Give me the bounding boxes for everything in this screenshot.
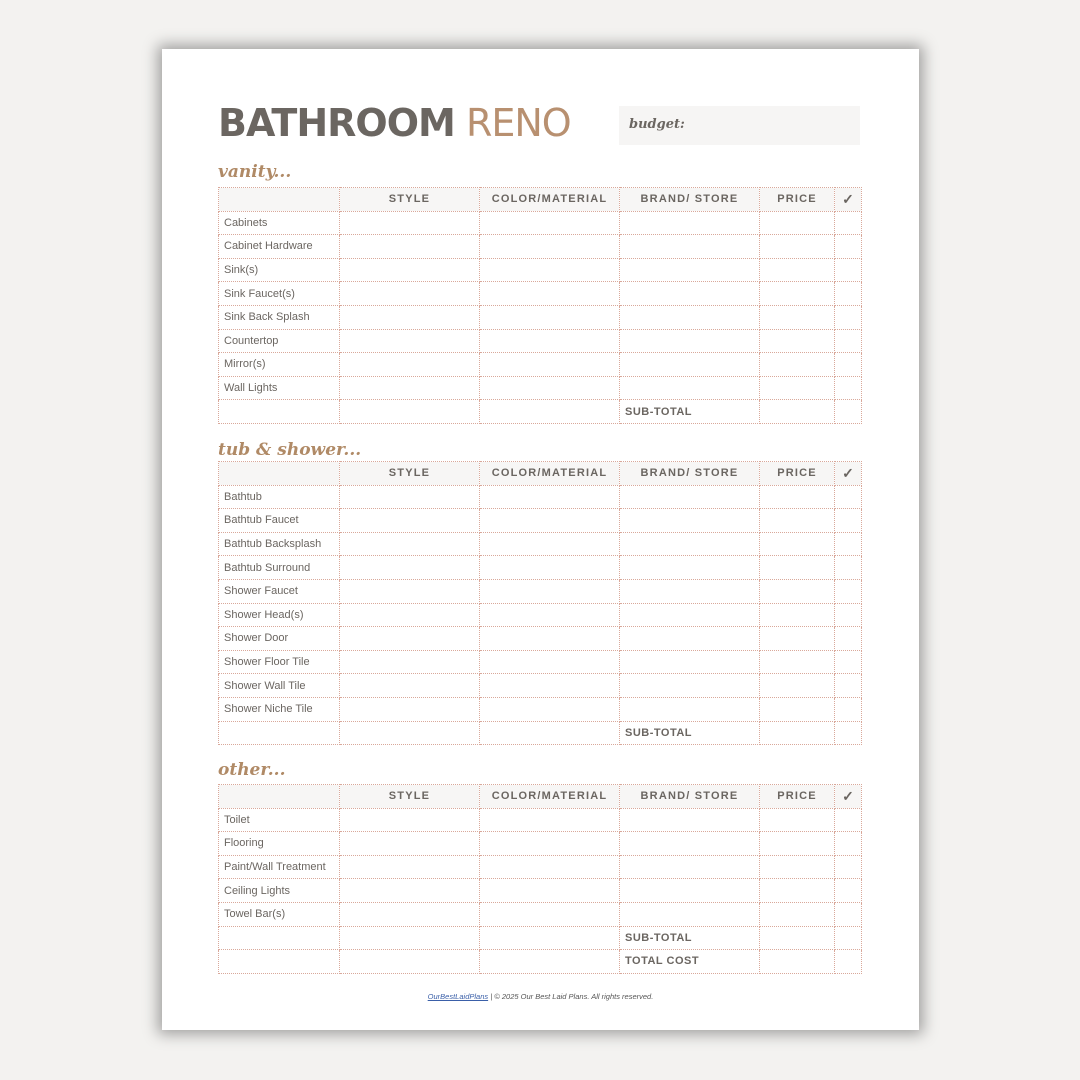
entry-cell[interactable] <box>760 579 835 603</box>
entry-cell[interactable] <box>760 832 835 856</box>
entry-cell[interactable] <box>340 282 480 306</box>
entry-cell[interactable] <box>340 509 480 533</box>
table-row <box>219 808 862 832</box>
check-column-header: ✓ <box>835 188 862 212</box>
check-column-header: ✓ <box>835 785 862 809</box>
item-label: Sink Faucet(s) <box>219 282 340 306</box>
entry-cell[interactable] <box>760 603 835 627</box>
check-cell[interactable] <box>835 902 862 926</box>
entry-cell[interactable] <box>480 509 620 533</box>
entry-cell[interactable] <box>620 603 760 627</box>
table-row <box>219 235 862 259</box>
entry-cell[interactable] <box>760 258 835 282</box>
check-cell[interactable] <box>835 329 862 353</box>
header-blank-cell <box>219 462 340 486</box>
entry-cell[interactable] <box>620 556 760 580</box>
item-label: Cabinets <box>219 211 340 235</box>
item-label: Shower Head(s) <box>219 603 340 627</box>
check-cell[interactable] <box>835 879 862 903</box>
entry-cell[interactable] <box>340 697 480 721</box>
entry-cell[interactable] <box>760 305 835 329</box>
check-cell[interactable] <box>835 211 862 235</box>
entry-cell[interactable] <box>760 235 835 259</box>
item-label: Shower Wall Tile <box>219 674 340 698</box>
total-value-cell[interactable] <box>760 950 835 974</box>
header-blank-cell <box>219 785 340 809</box>
table-row <box>219 832 862 856</box>
entry-cell[interactable] <box>620 211 760 235</box>
empty-cell <box>340 926 480 950</box>
table-row <box>219 674 862 698</box>
table-row <box>219 211 862 235</box>
entry-cell[interactable] <box>340 879 480 903</box>
empty-cell <box>480 950 620 974</box>
entry-cell[interactable] <box>620 879 760 903</box>
check-cell[interactable] <box>835 674 862 698</box>
check-cell[interactable] <box>835 353 862 377</box>
entry-cell[interactable] <box>480 353 620 377</box>
section-title: other... <box>218 760 286 780</box>
check-cell[interactable] <box>835 579 862 603</box>
table-row <box>219 627 862 651</box>
entry-cell[interactable] <box>760 509 835 533</box>
entry-cell[interactable] <box>760 532 835 556</box>
item-label: Bathtub <box>219 485 340 509</box>
check-cell[interactable] <box>835 603 862 627</box>
entry-cell[interactable] <box>760 485 835 509</box>
item-label: Flooring <box>219 832 340 856</box>
footer-text: | © 2025 Our Best Laid Plans. All rights reserved. <box>488 992 654 1001</box>
entry-cell[interactable] <box>340 650 480 674</box>
entry-cell[interactable] <box>620 902 760 926</box>
empty-cell <box>340 950 480 974</box>
entry-cell[interactable] <box>340 674 480 698</box>
entry-cell[interactable] <box>760 627 835 651</box>
entry-cell[interactable] <box>620 258 760 282</box>
entry-cell[interactable] <box>480 808 620 832</box>
entry-cell[interactable] <box>340 485 480 509</box>
entry-cell[interactable] <box>760 376 835 400</box>
footer <box>162 992 919 1001</box>
table-row <box>219 485 862 509</box>
page-title <box>218 101 571 145</box>
check-cell[interactable] <box>835 485 862 509</box>
entry-cell[interactable] <box>620 532 760 556</box>
entry-cell[interactable] <box>760 556 835 580</box>
check-cell[interactable] <box>835 305 862 329</box>
entry-cell[interactable] <box>340 832 480 856</box>
entry-cell[interactable] <box>760 902 835 926</box>
table-row <box>219 376 862 400</box>
table-row <box>219 282 862 306</box>
entry-cell[interactable] <box>480 235 620 259</box>
entry-cell[interactable] <box>340 902 480 926</box>
empty-cell <box>219 400 340 424</box>
entry-cell[interactable] <box>760 282 835 306</box>
budget-field[interactable] <box>619 106 860 145</box>
table-row <box>219 603 862 627</box>
entry-cell[interactable] <box>480 258 620 282</box>
total-row <box>219 950 862 974</box>
entry-cell[interactable] <box>760 674 835 698</box>
total-value-cell[interactable] <box>760 926 835 950</box>
entry-cell[interactable] <box>480 832 620 856</box>
check-column-header: ✓ <box>835 462 862 486</box>
check-cell[interactable] <box>835 627 862 651</box>
check-cell[interactable] <box>835 697 862 721</box>
check-cell[interactable] <box>835 832 862 856</box>
item-label: Wall Lights <box>219 376 340 400</box>
entry-cell[interactable] <box>340 532 480 556</box>
table-row <box>219 650 862 674</box>
item-label: Paint/Wall Treatment <box>219 855 340 879</box>
entry-cell[interactable] <box>480 282 620 306</box>
column-header: COLOR/MATERIAL <box>480 188 620 212</box>
check-cell[interactable] <box>835 235 862 259</box>
check-cell[interactable] <box>835 808 862 832</box>
entry-cell[interactable] <box>620 650 760 674</box>
section-table <box>218 187 862 424</box>
entry-cell[interactable] <box>480 902 620 926</box>
entry-cell[interactable] <box>620 329 760 353</box>
total-label: TOTAL COST <box>620 950 760 974</box>
footer-link[interactable]: OurBestLaidPlans <box>427 992 489 1001</box>
entry-cell[interactable] <box>480 305 620 329</box>
table-row <box>219 855 862 879</box>
entry-cell[interactable] <box>340 579 480 603</box>
table-row <box>219 329 862 353</box>
table-row <box>219 579 862 603</box>
check-cell[interactable] <box>835 282 862 306</box>
entry-cell[interactable] <box>620 376 760 400</box>
entry-cell[interactable] <box>340 556 480 580</box>
empty-cell <box>340 721 480 745</box>
entry-cell[interactable] <box>340 235 480 259</box>
column-header: PRICE <box>760 462 835 486</box>
column-header: STYLE <box>340 188 480 212</box>
table-row <box>219 556 862 580</box>
entry-cell[interactable] <box>760 650 835 674</box>
empty-cell <box>835 950 862 974</box>
total-row <box>219 926 862 950</box>
item-label: Ceiling Lights <box>219 879 340 903</box>
entry-cell[interactable] <box>760 211 835 235</box>
entry-cell[interactable] <box>760 855 835 879</box>
entry-cell[interactable] <box>760 353 835 377</box>
header-blank-cell <box>219 188 340 212</box>
entry-cell[interactable] <box>480 603 620 627</box>
entry-cell[interactable] <box>480 329 620 353</box>
total-row <box>219 400 862 424</box>
table-row <box>219 532 862 556</box>
entry-cell[interactable] <box>480 376 620 400</box>
table-header-row <box>219 785 862 809</box>
entry-cell[interactable] <box>760 329 835 353</box>
item-label: Shower Niche Tile <box>219 697 340 721</box>
empty-cell <box>835 721 862 745</box>
entry-cell[interactable] <box>480 674 620 698</box>
section-title: tub & shower... <box>218 440 362 460</box>
entry-cell[interactable] <box>480 879 620 903</box>
total-label: SUB-TOTAL <box>620 400 760 424</box>
item-label: Sink Back Splash <box>219 305 340 329</box>
entry-cell[interactable] <box>620 627 760 651</box>
item-label: Cabinet Hardware <box>219 235 340 259</box>
table-row <box>219 509 862 533</box>
check-cell[interactable] <box>835 509 862 533</box>
entry-cell[interactable] <box>340 855 480 879</box>
entry-cell[interactable] <box>620 855 760 879</box>
item-label: Bathtub Surround <box>219 556 340 580</box>
empty-cell <box>219 721 340 745</box>
entry-cell[interactable] <box>340 329 480 353</box>
entry-cell[interactable] <box>480 697 620 721</box>
empty-cell <box>835 400 862 424</box>
item-label: Bathtub Backsplash <box>219 532 340 556</box>
section-table <box>218 461 862 745</box>
item-label: Shower Faucet <box>219 579 340 603</box>
title-part-reno: RENO <box>465 101 571 145</box>
table-row <box>219 258 862 282</box>
column-header: PRICE <box>760 188 835 212</box>
section-table <box>218 784 862 974</box>
total-value-cell[interactable] <box>760 721 835 745</box>
entry-cell[interactable] <box>760 808 835 832</box>
entry-cell[interactable] <box>620 832 760 856</box>
entry-cell[interactable] <box>480 211 620 235</box>
entry-cell[interactable] <box>340 603 480 627</box>
entry-cell[interactable] <box>620 282 760 306</box>
entry-cell[interactable] <box>620 509 760 533</box>
table-header-row <box>219 462 862 486</box>
entry-cell[interactable] <box>480 485 620 509</box>
total-label: SUB-TOTAL <box>620 721 760 745</box>
entry-cell[interactable] <box>620 579 760 603</box>
entry-cell[interactable] <box>340 808 480 832</box>
item-label: Toilet <box>219 808 340 832</box>
empty-cell <box>340 400 480 424</box>
item-label: Countertop <box>219 329 340 353</box>
entry-cell[interactable] <box>480 556 620 580</box>
entry-cell[interactable] <box>620 674 760 698</box>
entry-cell[interactable] <box>480 855 620 879</box>
entry-cell[interactable] <box>340 258 480 282</box>
column-header: BRAND/ STORE <box>620 462 760 486</box>
title-part-bathroom: BATHROOM <box>218 101 455 145</box>
entry-cell[interactable] <box>620 485 760 509</box>
check-cell[interactable] <box>835 258 862 282</box>
entry-cell[interactable] <box>760 697 835 721</box>
entry-cell[interactable] <box>620 305 760 329</box>
empty-cell <box>480 400 620 424</box>
entry-cell[interactable] <box>340 376 480 400</box>
column-header: PRICE <box>760 785 835 809</box>
entry-cell[interactable] <box>760 879 835 903</box>
column-header: STYLE <box>340 462 480 486</box>
table-row <box>219 697 862 721</box>
empty-cell <box>219 950 340 974</box>
empty-cell <box>219 926 340 950</box>
column-header: STYLE <box>340 785 480 809</box>
column-header: COLOR/MATERIAL <box>480 785 620 809</box>
item-label: Shower Door <box>219 627 340 651</box>
entry-cell[interactable] <box>340 305 480 329</box>
item-label: Sink(s) <box>219 258 340 282</box>
entry-cell[interactable] <box>340 627 480 651</box>
item-label: Bathtub Faucet <box>219 509 340 533</box>
section-title: vanity... <box>218 162 292 182</box>
empty-cell <box>480 721 620 745</box>
check-cell[interactable] <box>835 376 862 400</box>
empty-cell <box>835 926 862 950</box>
entry-cell[interactable] <box>620 808 760 832</box>
table-header-row <box>219 188 862 212</box>
total-value-cell[interactable] <box>760 400 835 424</box>
item-label: Towel Bar(s) <box>219 902 340 926</box>
entry-cell[interactable] <box>480 627 620 651</box>
entry-cell[interactable] <box>480 532 620 556</box>
item-label: Shower Floor Tile <box>219 650 340 674</box>
budget-label: budget: <box>629 117 685 132</box>
check-cell[interactable] <box>835 855 862 879</box>
entry-cell[interactable] <box>480 579 620 603</box>
entry-cell[interactable] <box>620 697 760 721</box>
total-row <box>219 721 862 745</box>
column-header: BRAND/ STORE <box>620 188 760 212</box>
entry-cell[interactable] <box>480 650 620 674</box>
column-header: BRAND/ STORE <box>620 785 760 809</box>
table-row <box>219 305 862 329</box>
check-cell[interactable] <box>835 650 862 674</box>
item-label: Mirror(s) <box>219 353 340 377</box>
entry-cell[interactable] <box>620 235 760 259</box>
entry-cell[interactable] <box>340 353 480 377</box>
check-cell[interactable] <box>835 556 862 580</box>
empty-cell <box>480 926 620 950</box>
total-label: SUB-TOTAL <box>620 926 760 950</box>
check-cell[interactable] <box>835 532 862 556</box>
table-row <box>219 879 862 903</box>
entry-cell[interactable] <box>340 211 480 235</box>
entry-cell[interactable] <box>620 353 760 377</box>
table-row <box>219 353 862 377</box>
column-header: COLOR/MATERIAL <box>480 462 620 486</box>
planner-sheet <box>162 49 919 1030</box>
table-row <box>219 902 862 926</box>
